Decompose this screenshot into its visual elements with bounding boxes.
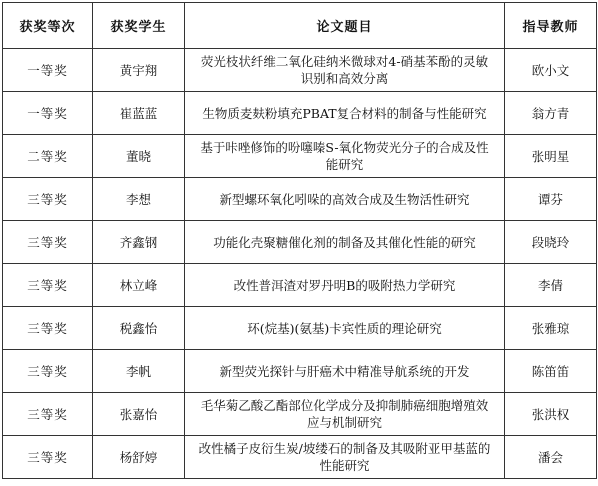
- award-grade: 三等奖: [3, 307, 93, 350]
- paper-title: 改性普洱渣对罗丹明B的吸附热力学研究: [185, 264, 505, 307]
- paper-title: 环(烷基)(氨基)卡宾性质的理论研究: [185, 307, 505, 350]
- student-name: 李帆: [93, 350, 185, 393]
- award-grade: 三等奖: [3, 264, 93, 307]
- student-name: 董晓: [93, 135, 185, 178]
- paper-title: 毛华菊乙酸乙酯部位化学成分及抑制肺癌细胞增殖效应与机制研究: [185, 393, 505, 436]
- paper-title: 改性橘子皮衍生炭/坡缕石的制备及其吸附亚甲基蓝的性能研究: [185, 436, 505, 479]
- advisor-name: 潘会: [505, 436, 597, 479]
- table-row: [3, 178, 597, 221]
- award-grade: 三等奖: [3, 350, 93, 393]
- advisor-name: 张明星: [505, 135, 597, 178]
- table-row: [3, 350, 597, 393]
- table-row: [3, 92, 597, 135]
- table-row: [3, 221, 597, 264]
- award-grade: 三等奖: [3, 393, 93, 436]
- table-row: [3, 436, 597, 479]
- header-advisor: 指导教师: [505, 3, 597, 49]
- awards-table-container: [2, 2, 597, 479]
- awards-table: [2, 2, 597, 479]
- advisor-name: 翁方青: [505, 92, 597, 135]
- table-row: [3, 393, 597, 436]
- student-name: 崔蓝蓝: [93, 92, 185, 135]
- student-name: 黄宇翔: [93, 49, 185, 92]
- student-name: 张嘉怡: [93, 393, 185, 436]
- table-header-row: [3, 3, 597, 49]
- paper-title: 生物质麦麸粉填充PBAT复合材料的制备与性能研究: [185, 92, 505, 135]
- header-grade: 获奖等次: [3, 3, 93, 49]
- award-grade: 三等奖: [3, 221, 93, 264]
- table-row: [3, 264, 597, 307]
- student-name: 齐鑫钢: [93, 221, 185, 264]
- paper-title: 新型荧光探针与肝癌术中精准导航系统的开发: [185, 350, 505, 393]
- advisor-name: 陈笛笛: [505, 350, 597, 393]
- award-grade: 三等奖: [3, 436, 93, 479]
- award-grade: 一等奖: [3, 92, 93, 135]
- paper-title: 基于咔唑修饰的吩噻嗪S-氧化物荧光分子的合成及性能研究: [185, 135, 505, 178]
- award-grade: 一等奖: [3, 49, 93, 92]
- advisor-name: 张洪权: [505, 393, 597, 436]
- advisor-name: 张雅琼: [505, 307, 597, 350]
- student-name: 林立峰: [93, 264, 185, 307]
- award-grade: 三等奖: [3, 178, 93, 221]
- advisor-name: 谭芬: [505, 178, 597, 221]
- student-name: 杨舒婷: [93, 436, 185, 479]
- table-row: [3, 135, 597, 178]
- advisor-name: 欧小文: [505, 49, 597, 92]
- advisor-name: 段晓玲: [505, 221, 597, 264]
- award-grade: 二等奖: [3, 135, 93, 178]
- paper-title: 荧光枝状纤维二氧化硅纳米微球对4-硝基苯酚的灵敏识别和高效分离: [185, 49, 505, 92]
- header-title: 论文题目: [185, 3, 505, 49]
- table-row: [3, 307, 597, 350]
- table-row: [3, 49, 597, 92]
- paper-title: 新型螺环氧化吲哚的高效合成及生物活性研究: [185, 178, 505, 221]
- student-name: 李想: [93, 178, 185, 221]
- student-name: 税鑫怡: [93, 307, 185, 350]
- advisor-name: 李倩: [505, 264, 597, 307]
- paper-title: 功能化壳聚糖催化剂的制备及其催化性能的研究: [185, 221, 505, 264]
- header-student: 获奖学生: [93, 3, 185, 49]
